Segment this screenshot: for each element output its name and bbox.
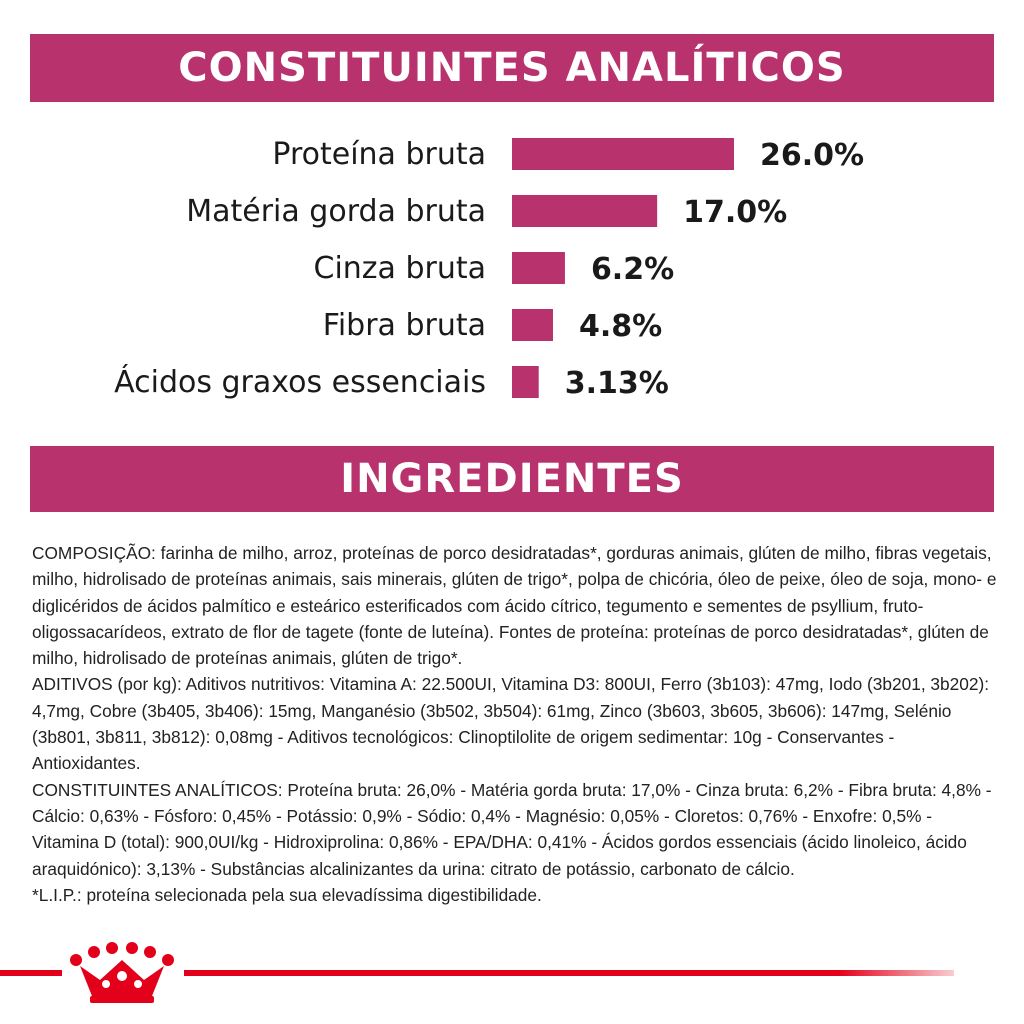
ingredients-text [32, 540, 998, 908]
analytics-title: CONSTITUINTES ANALÍTICOS [178, 45, 846, 91]
footnote: *L.I.P.: proteína selecionada pela sua elevadíssima digestibilidade. [32, 884, 542, 905]
bar [512, 195, 657, 227]
category-label: Fibra bruta [322, 308, 486, 343]
nutrient-bar-chart [0, 120, 1024, 420]
ingredients-title: INGREDIENTES [340, 456, 684, 502]
value-label: 17.0% [683, 195, 788, 230]
category-label: Ácidos graxos essenciais [114, 365, 486, 400]
value-label: 3.13% [564, 366, 669, 401]
ingredients-banner [30, 446, 994, 512]
bar [512, 252, 565, 284]
footer-line-right [184, 970, 954, 976]
analytics-banner [30, 34, 994, 102]
category-label: Cinza bruta [313, 251, 486, 286]
additives-paragraph: ADITIVOS (por kg): Aditivos nutritivos: Vitamina A: 22.500UI, Vitamina D3: 800UI, Ferro (3b103): 47mg, Iodo (3b201, 3b202): 4,7mg, Cobre (3b405, 3b406): 15mg, Manganésio (3b502, 3b504): 61mg, Zinco (3b603, 3b605, 3b606): 147mg, Selénio (3b801, 3b811, 3b812): 0,08mg - Aditivos tecnológicos: Clinoptilolite de origem sedimentar: 10g - Conservantes - Antioxidantes. [32, 674, 990, 774]
footer [0, 930, 1024, 1024]
category-label: Proteína bruta [272, 137, 486, 172]
bar [512, 366, 539, 398]
footer-line-left [0, 970, 62, 976]
composition-paragraph: COMPOSIÇÃO: farinha de milho, arroz, proteínas de porco desidratadas*, gorduras animais, glúten de milho, fibras vegetais, milho, hidrolisado de proteínas animais, sais minerais, glúten de trigo*, polpa de chicória, óleo de peixe, óleo de soja, mono- e diglicéridos de ácidos palmítico e esteárico esterificados com ácido cítrico, tegumento e sementes de psyllium, fruto-oligossacarídeos, extrato de flor de tagete (fonte de luteína). Fontes de proteína: proteínas de porco desidratadas*, glúten de milho, hidrolisado de proteínas animais, glúten de trigo*. [32, 543, 997, 669]
category-label: Matéria gorda bruta [186, 194, 486, 229]
bar [512, 138, 734, 170]
crown-icon [66, 938, 178, 1012]
value-label: 6.2% [590, 252, 675, 287]
value-label: 26.0% [760, 138, 865, 173]
value-label: 4.8% [578, 309, 663, 344]
analytical-constituents-paragraph: CONSTITUINTES ANALÍTICOS: Proteína bruta: 26,0% - Matéria gorda bruta: 17,0% - Cinza bruta: 6,2% - Fibra bruta: 4,8% - Cálcio: 0,63% - Fósforo: 0,45% - Potássio: 0,9% - Sódio: 0,4% - Magnésio: 0,05% - Cloretos: 0,76% - Enxofre: 0,5% - Vitamina D (total): 900,0UI/kg - Hidroxiprolina: 0,86% - EPA/DHA: 0,41% - Ácidos gordos essenciais (ácido linoleico, ácido araquidónico): 3,13% - Substâncias alcalinizantes da urina: citrato de potássio, carbonato de cálcio. [32, 779, 992, 879]
bar [512, 309, 553, 341]
